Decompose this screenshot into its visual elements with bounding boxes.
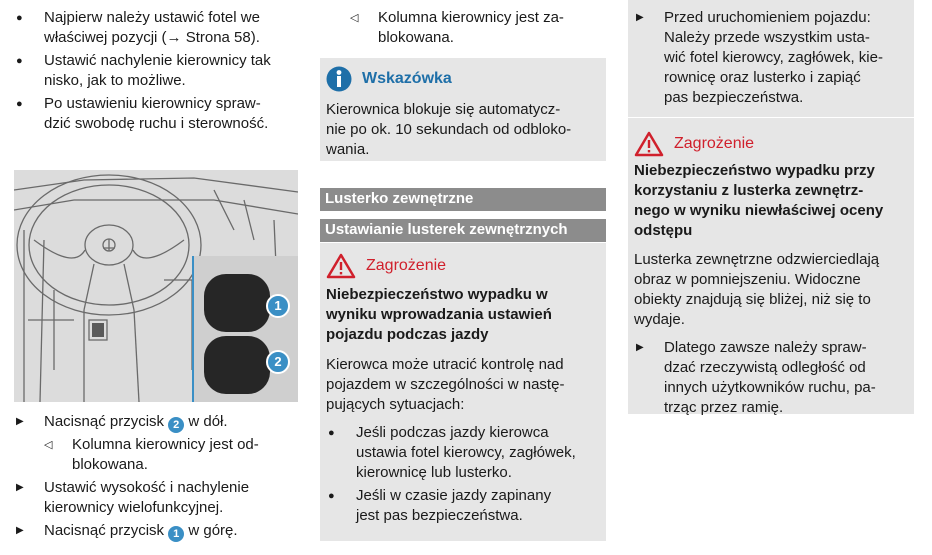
- text-line: obiekty znajdują się bliżej, niż się to: [634, 291, 871, 308]
- callout-1: 1: [266, 294, 290, 318]
- text-line: kierownicę lub lusterko.: [356, 464, 512, 481]
- bullet-item: [14, 8, 304, 48]
- danger-title: Zagrożenie: [674, 135, 755, 152]
- text-line: pojazdem w szczególności w nastę-: [326, 376, 565, 393]
- text-line: ▶ Ustawić wysokość i nachylenie: [44, 479, 250, 496]
- step-text: Nacisnąć przycisk: [44, 413, 165, 430]
- bullet-item: [326, 486, 600, 526]
- text-line: wić fotel kierowcy, zagłówek, kie-: [664, 49, 883, 66]
- text-line: pas bezpieczeństwa.: [664, 89, 804, 106]
- section-heading: Lusterko zewnętrzne: [320, 188, 606, 211]
- text-line: nie po ok. 10 sekundach od odbloko-: [326, 121, 572, 138]
- danger-box-mirror: [628, 0, 914, 414]
- text-line: dzać rzeczywistą odległość od: [664, 359, 866, 376]
- text-line: ● Jeśli podczas jazdy kierowca: [356, 424, 549, 441]
- text-line: obraz w pomniejszeniu. Widoczne: [634, 271, 861, 288]
- step-text: w dół.: [188, 413, 228, 430]
- bullet-item: [326, 423, 600, 483]
- divider: [628, 117, 914, 118]
- text-line: pujących sytuacjach:: [326, 396, 465, 413]
- text-line: pojazdu podczas jazdy: [326, 326, 489, 343]
- text-line: korzystaniu z lusterka zewnętrz-: [634, 182, 864, 199]
- text-line: dzić swobodę ruchu i sterowność.: [44, 115, 269, 132]
- text-line: blokowana.: [378, 29, 454, 46]
- text-line: trząc przez ramię.: [664, 399, 784, 416]
- text-line: ◁ Kolumna kierownicy jest za-: [378, 9, 564, 26]
- button-1-badge: 1: [168, 526, 184, 542]
- step-text: Nacisnąć przycisk: [44, 522, 165, 539]
- bullet-item: [14, 94, 304, 134]
- text-line: blokowana.: [72, 456, 148, 473]
- text-line: ▶ Przed uruchomieniem pojazdu:: [664, 9, 871, 26]
- text-line: ◁ Kolumna kierownicy jest od-: [72, 436, 259, 453]
- text-line: rownicę oraz lusterko i zapiąć: [664, 69, 861, 86]
- text-line: ● Po ustawieniu kierownicy spraw-: [44, 95, 261, 112]
- text-line: ● Jeśli w czasie jazdy zapinany: [356, 487, 552, 504]
- button-1-knob: [204, 274, 270, 332]
- warning-icon: [326, 253, 356, 279]
- result-unlocked: [14, 435, 304, 475]
- danger-box: [320, 243, 606, 541]
- subsection-heading: Ustawianie lusterek zewnętrznych: [320, 219, 606, 242]
- text-line: wania.: [326, 141, 370, 158]
- hint-box: [320, 58, 606, 161]
- text-line: nego w wyniku niewłaściwej oceny: [634, 202, 884, 219]
- hint-title: Wskazówka: [362, 70, 452, 87]
- text-line: właściwej pozycji (→ Strona 58).: [44, 29, 260, 46]
- step-text: w górę.: [188, 522, 238, 539]
- text-line: Należy przede wszystkim usta-: [664, 29, 870, 46]
- text-line: Lusterka zewnętrzne odzwierciedlają: [634, 251, 880, 268]
- bullet-item: [14, 51, 304, 91]
- arrow-item: [634, 338, 908, 418]
- text-line: ▶ Dlatego zawsze należy spraw-: [664, 339, 867, 356]
- text-line: ● Najpierw należy ustawić fotel we: [44, 9, 260, 26]
- info-icon: [326, 66, 352, 92]
- text-line: ● Ustawić nachylenie kierownicy tak: [44, 52, 271, 69]
- text-line: ustawia fotel kierowcy, zagłówek,: [356, 444, 576, 461]
- danger-title: Zagrożenie: [366, 257, 447, 274]
- text-line: innych użytkowników ruchu, pa-: [664, 379, 876, 396]
- warning-icon: [634, 131, 664, 157]
- button-2-badge: 2: [168, 417, 184, 433]
- text-line: nisko, jak to możliwe.: [44, 72, 186, 89]
- step-press-button-1: [14, 521, 304, 542]
- text-line: Niebezpieczeństwo wypadku w: [326, 286, 548, 303]
- callout-2: 2: [266, 350, 290, 374]
- text-line: wydaje.: [634, 311, 685, 328]
- text-line: Kierownica blokuje się automatycz-: [326, 101, 561, 118]
- text-line: jest pas bezpieczeństwa.: [356, 507, 523, 524]
- text-line: Kierowca może utracić kontrolę nad: [326, 356, 564, 373]
- text-line: Niebezpieczeństwo wypadku przy: [634, 162, 875, 179]
- step-press-button-2: [14, 412, 304, 433]
- text-line: kierownicy wielofunkcyjnej.: [44, 499, 224, 516]
- arrow-item: [634, 8, 908, 108]
- text-line: odstępu: [634, 222, 693, 239]
- result-locked: [320, 8, 606, 48]
- text-line: wyniku wprowadzania ustawień: [326, 306, 552, 323]
- step-adjust: [14, 478, 304, 518]
- button-2-knob: [204, 336, 270, 394]
- steering-column-illustration: [14, 170, 298, 402]
